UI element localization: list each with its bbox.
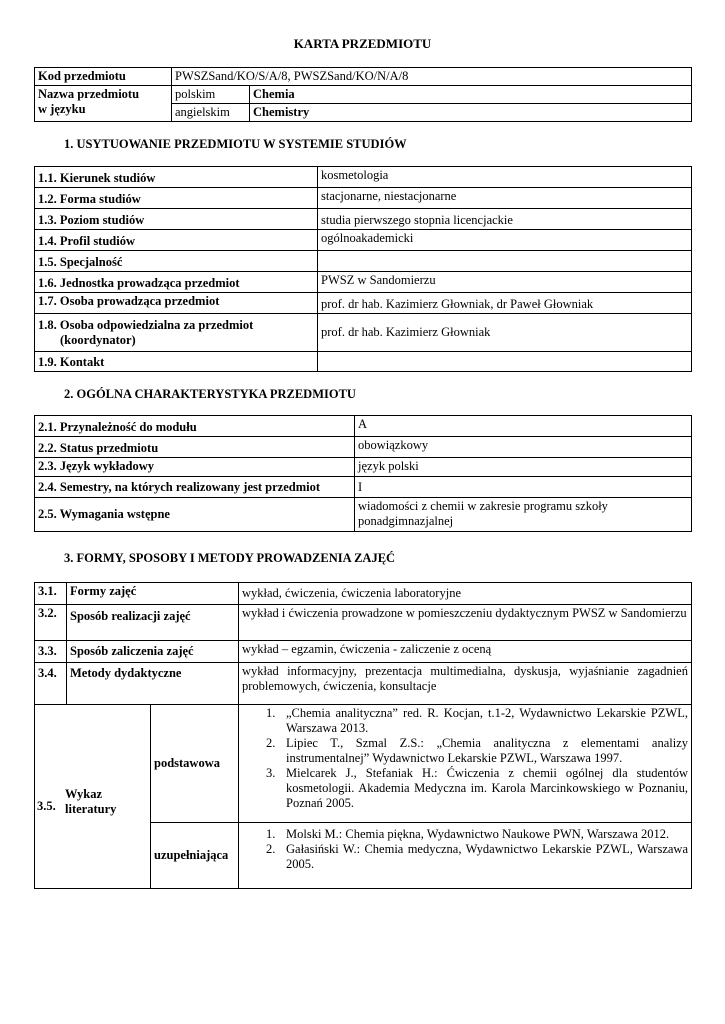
s1-row-label: 1.5. Specjalność (35, 251, 318, 272)
s1-row-value: prof. dr hab. Kazimierz Głowniak, dr Paweł Głowniak (318, 293, 692, 314)
course-name-label-line2: w języku (38, 102, 86, 116)
course-name-label-line1: Nazwa przedmiotu (38, 87, 140, 101)
s3-row-value: wykład informacyjny, prezentacja multimedialna, dyskusja, wyjaśnianie zagadnień problemowych, ćwiczenia, konsultacje (239, 663, 692, 705)
s1-row-value: studia pierwszego stopnia licencjackie (318, 209, 692, 230)
s2-row-value: język polski (355, 458, 692, 477)
section1-table (34, 166, 692, 372)
s2-row-value: I (355, 477, 692, 498)
s1-row-value (318, 251, 692, 272)
list-item (242, 706, 688, 736)
name-polish: Chemia (250, 86, 692, 104)
s3-row-num: 3.3. (35, 641, 67, 663)
list-item (242, 766, 688, 811)
s1-row-label: 1.2. Forma studiów (35, 188, 318, 209)
s3-row-value: wykład i ćwiczenia prowadzone w pomieszczeniu dydaktycznym PWSZ w Sandomierzu (239, 605, 692, 641)
s1-row-label: 1.3. Poziom studiów (35, 209, 318, 230)
course-header-table (34, 67, 692, 122)
s3-row-value: wykład, ćwiczenia, ćwiczenia laboratoryjne (239, 583, 692, 605)
literature-label-line2: literatury (65, 801, 117, 816)
list-item-number: 2. (266, 842, 276, 856)
list-item-text: Molski M.: Chemia piękna, Wydawnictwo Naukowe PWN, Warszawa 2012. (286, 827, 670, 841)
s2-row-label: 2.3. Język wykładowy (35, 458, 355, 477)
s1-row-label-line1: 1.8. Osoba odpowiedzialna za przedmiot (38, 317, 254, 332)
s3-row-label: Metody dydaktyczne (67, 663, 239, 705)
name-english: Chemistry (250, 104, 692, 122)
s2-row-value: A (355, 416, 692, 437)
literature-supplementary-list (239, 823, 692, 889)
list-item-number: 3. (266, 766, 276, 780)
literature-label-line1: Wykaz (65, 786, 103, 801)
s3-row-num: 3.2. (35, 605, 67, 641)
page-title: KARTA PRZEDMIOTU (293, 36, 432, 51)
s1-row-label: 1.6. Jednostka prowadząca przedmiot (35, 272, 318, 293)
literature-basic-label: podstawowa (151, 705, 239, 823)
s2-row-label: 2.4. Semestry, na których realizowany jest przedmiot (35, 477, 355, 498)
s1-row-value: ogólnoakademicki (318, 230, 692, 251)
lang-english: angielskim (172, 104, 250, 122)
s1-row-label: 1.1. Kierunek studiów (35, 167, 318, 188)
list-item (242, 827, 688, 842)
s3-row-label: Sposób realizacji zajęć (67, 605, 239, 641)
s2-row-label: 2.5. Wymagania wstępne (35, 498, 355, 532)
literature-num: 3.5. (37, 798, 56, 813)
s1-row-value: prof. dr hab. Kazimierz Głowniak (318, 314, 692, 352)
s2-row-value: wiadomości z chemii w zakresie programu szkoły ponadgimnazjalnej (355, 498, 692, 532)
list-item-text: „Chemia analityczna” red. R. Kocjan, t.1-2, Wydawnictwo Lekarskie PZWL, Warszawa 2013. (286, 706, 688, 735)
section1-title: 1. USYTUOWANIE PRZEDMIOTU W SYSTEMIE STUDIÓW (64, 137, 407, 151)
section3-table (34, 582, 692, 889)
course-code-label: Kod przedmiotu (35, 68, 172, 86)
s3-row-num: 3.4. (35, 663, 67, 705)
literature-basic-list (239, 705, 692, 823)
list-item-text: Mielcarek J., Stefaniak H.: Ćwiczenia z chemii ogólnej dla studentów kosmetologii. Akademia Medyczna im. Karola Marcinkowskiego w Poznaniu, Poznań 2005. (286, 766, 688, 810)
s2-row-label: 2.1. Przynależność do modułu (35, 416, 355, 437)
s1-row-label: 1.4. Profil studiów (35, 230, 318, 251)
section3-title: 3. FORMY, SPOSOBY I METODY PROWADZENIA ZAJĘĆ (64, 551, 396, 565)
s3-row-value: wykład – egzamin, ćwiczenia - zaliczenie z oceną (239, 641, 692, 663)
s1-row-value (318, 352, 692, 372)
list-item-number: 2. (266, 736, 276, 750)
list-item (242, 736, 688, 766)
s2-row-label: 2.2. Status przedmiotu (35, 437, 355, 458)
s3-row-label: Formy zajęć (67, 583, 239, 605)
s3-row-label: Sposób zaliczenia zajęć (67, 641, 239, 663)
s1-row-label: 1.7. Osoba prowadząca przedmiot (35, 293, 318, 314)
s1-row-value: PWSZ w Sandomierzu (318, 272, 692, 293)
list-item-number: 1. (266, 827, 276, 841)
s1-row-label (35, 314, 318, 352)
course-name-label (35, 86, 172, 122)
literature-label-cell (35, 705, 151, 889)
lang-polish: polskim (172, 86, 250, 104)
s1-row-value: kosmetologia (318, 167, 692, 188)
course-code-value: PWSZSand/KO/S/A/8, PWSZSand/KO/N/A/8 (172, 68, 692, 86)
s1-row-value: stacjonarne, niestacjonarne (318, 188, 692, 209)
list-item-text: Gałasiński W.: Chemia medyczna, Wydawnictwo Lekarskie PZWL, Warszawa 2005. (286, 842, 688, 871)
s1-row-label: 1.9. Kontakt (35, 352, 318, 372)
s2-row-value: obowiązkowy (355, 437, 692, 458)
section2-table (34, 415, 692, 532)
s1-row-label-line2: (koordynator) (60, 332, 136, 347)
literature-supplementary-label: uzupełniająca (151, 823, 239, 889)
list-item (242, 842, 688, 872)
s3-row-num: 3.1. (35, 583, 67, 605)
list-item-number: 1. (266, 706, 276, 720)
section2-title: 2. OGÓLNA CHARAKTERYSTYKA PRZEDMIOTU (64, 387, 356, 401)
list-item-text: Lipiec T., Szmal Z.S.: „Chemia analityczna z elementami analizy instrumentalnej” Wydawnictwo Lekarskie PZWL, Warszawa 1997. (286, 736, 688, 765)
